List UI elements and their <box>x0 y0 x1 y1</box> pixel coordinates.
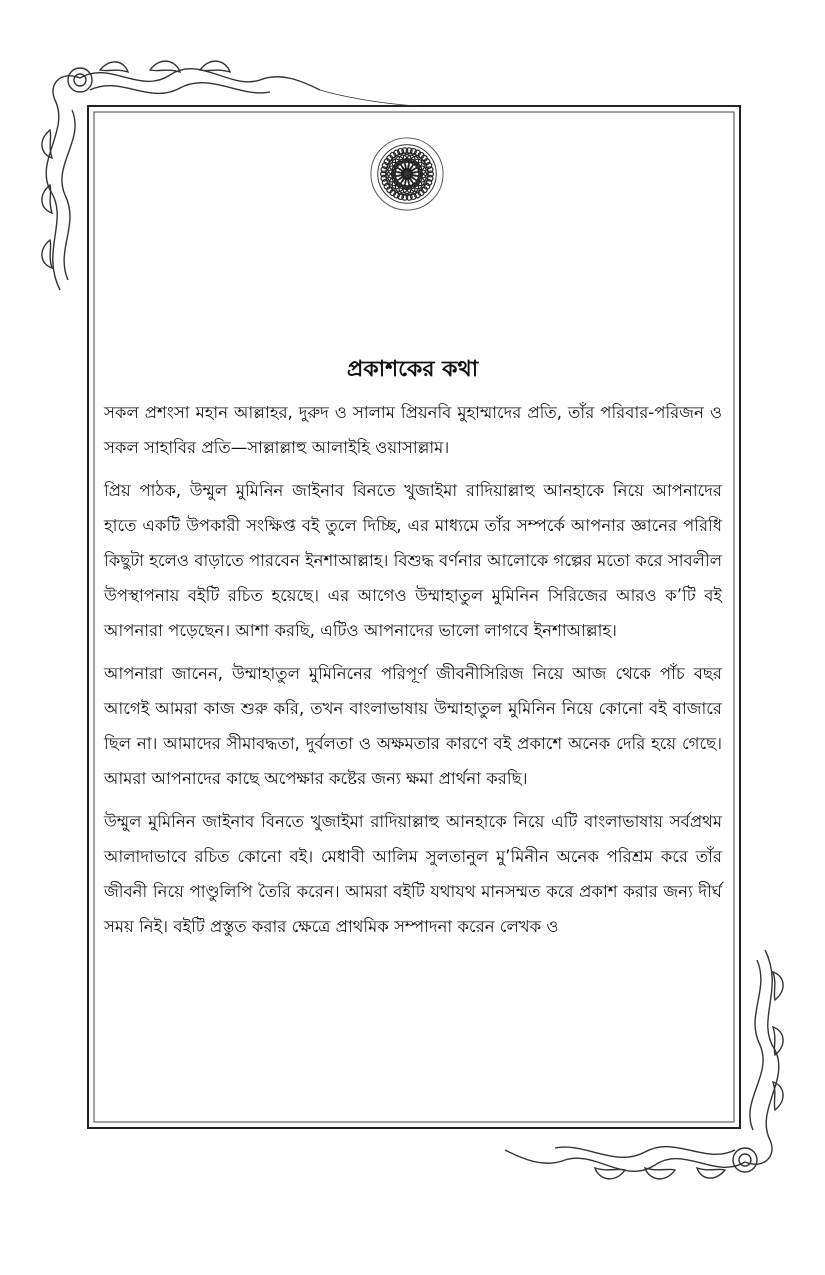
paragraph-3: আপনারা জানেন, উম্মাহাতুল মুমিনিনের পরিপূর্ণ জীবনীসিরিজ নিয়ে আজ থেকে পাঁচ বছর আগেই আমরা কাজ শুরু করি, তখন বাংলাভাষায় উম্মাহাতুল মুমিনিন নিয়ে কোনো বই বাজারে ছিল না। আমাদের সীমাবদ্ধতা, দুর্বলতা ও অক্ষমতার কারণে বই প্রকাশে অনেক দেরি হয়ে গেছে। আমরা আপনাদের কাছে অপেক্ষার কষ্টের জন্য ক্ষমা প্রার্থনা করছি। <box>104 664 722 788</box>
corner-ornament-bottom-right <box>505 950 783 1179</box>
body-text <box>104 395 722 952</box>
paragraph-4: উম্মুল মুমিনিন জাইনাব বিনতে খুজাইমা রাদিয়াল্লাহু আনহাকে নিয়ে এটি বাংলাভাষায় সর্বপ্রথম আলাদাভাবে রচিত কোনো বই। মেধাবী আলিম সুলতানুল মু’মিনীন অনেক পরিশ্রম করে তাঁর জীবনী নিয়ে পাণ্ডুলিপি তৈরি করেন। আমরা বইটি যথাযথ মানসম্মত করে প্রকাশ করার জন্য দীর্ঘ সময় নিই। বইটি প্রস্তুত করার ক্ষেত্রে প্রাথমিক সম্পাদনা করেন লেখক ও <box>104 812 722 936</box>
mandala-emblem-icon <box>368 135 446 213</box>
page-title: প্রকাশকের কথা <box>346 357 479 382</box>
paragraph-1: সকল প্রশংসা মহান আল্লাহর, দুরুদ ও সালাম প্রিয়নবি মুহাম্মাদের প্রতি, তাঁর পরিবার-পরিজন ও সকল সাহাবির প্রতি—সাল্লাল্লাহু আলাইহি ওয়াসাল্লাম। <box>104 403 722 457</box>
corner-ornament-top-left <box>42 61 420 290</box>
paragraph-2: প্রিয় পাঠক, উম্মুল মুমিনিন জাইনাব বিনতে খুজাইমা রাদিয়াল্লাহু আনহাকে নিয়ে আপনাদের হাতে একটি উপকারী সংক্ষিপ্ত বই তুলে দিচ্ছি, এর মাধ্যমে তাঁর সম্পর্কে আপনার জ্ঞানের পরিধি কিছুটা হলেও বাড়াতে পারবেন ইনশাআল্লাহ। বিশুদ্ধ বর্ণনার আলোকে গল্পের মতো করে সাবলীল উপস্থাপনায় বইটি রচিত হয়েছে। এর আগেও উম্মাহাতুল মুমিনিন সিরিজের আরও ক’টি বই আপনারা পড়েছেন। আশা করছি, এটিও আপনাদের ভালো লাগবে ইনশাআল্লাহ। <box>104 481 722 640</box>
